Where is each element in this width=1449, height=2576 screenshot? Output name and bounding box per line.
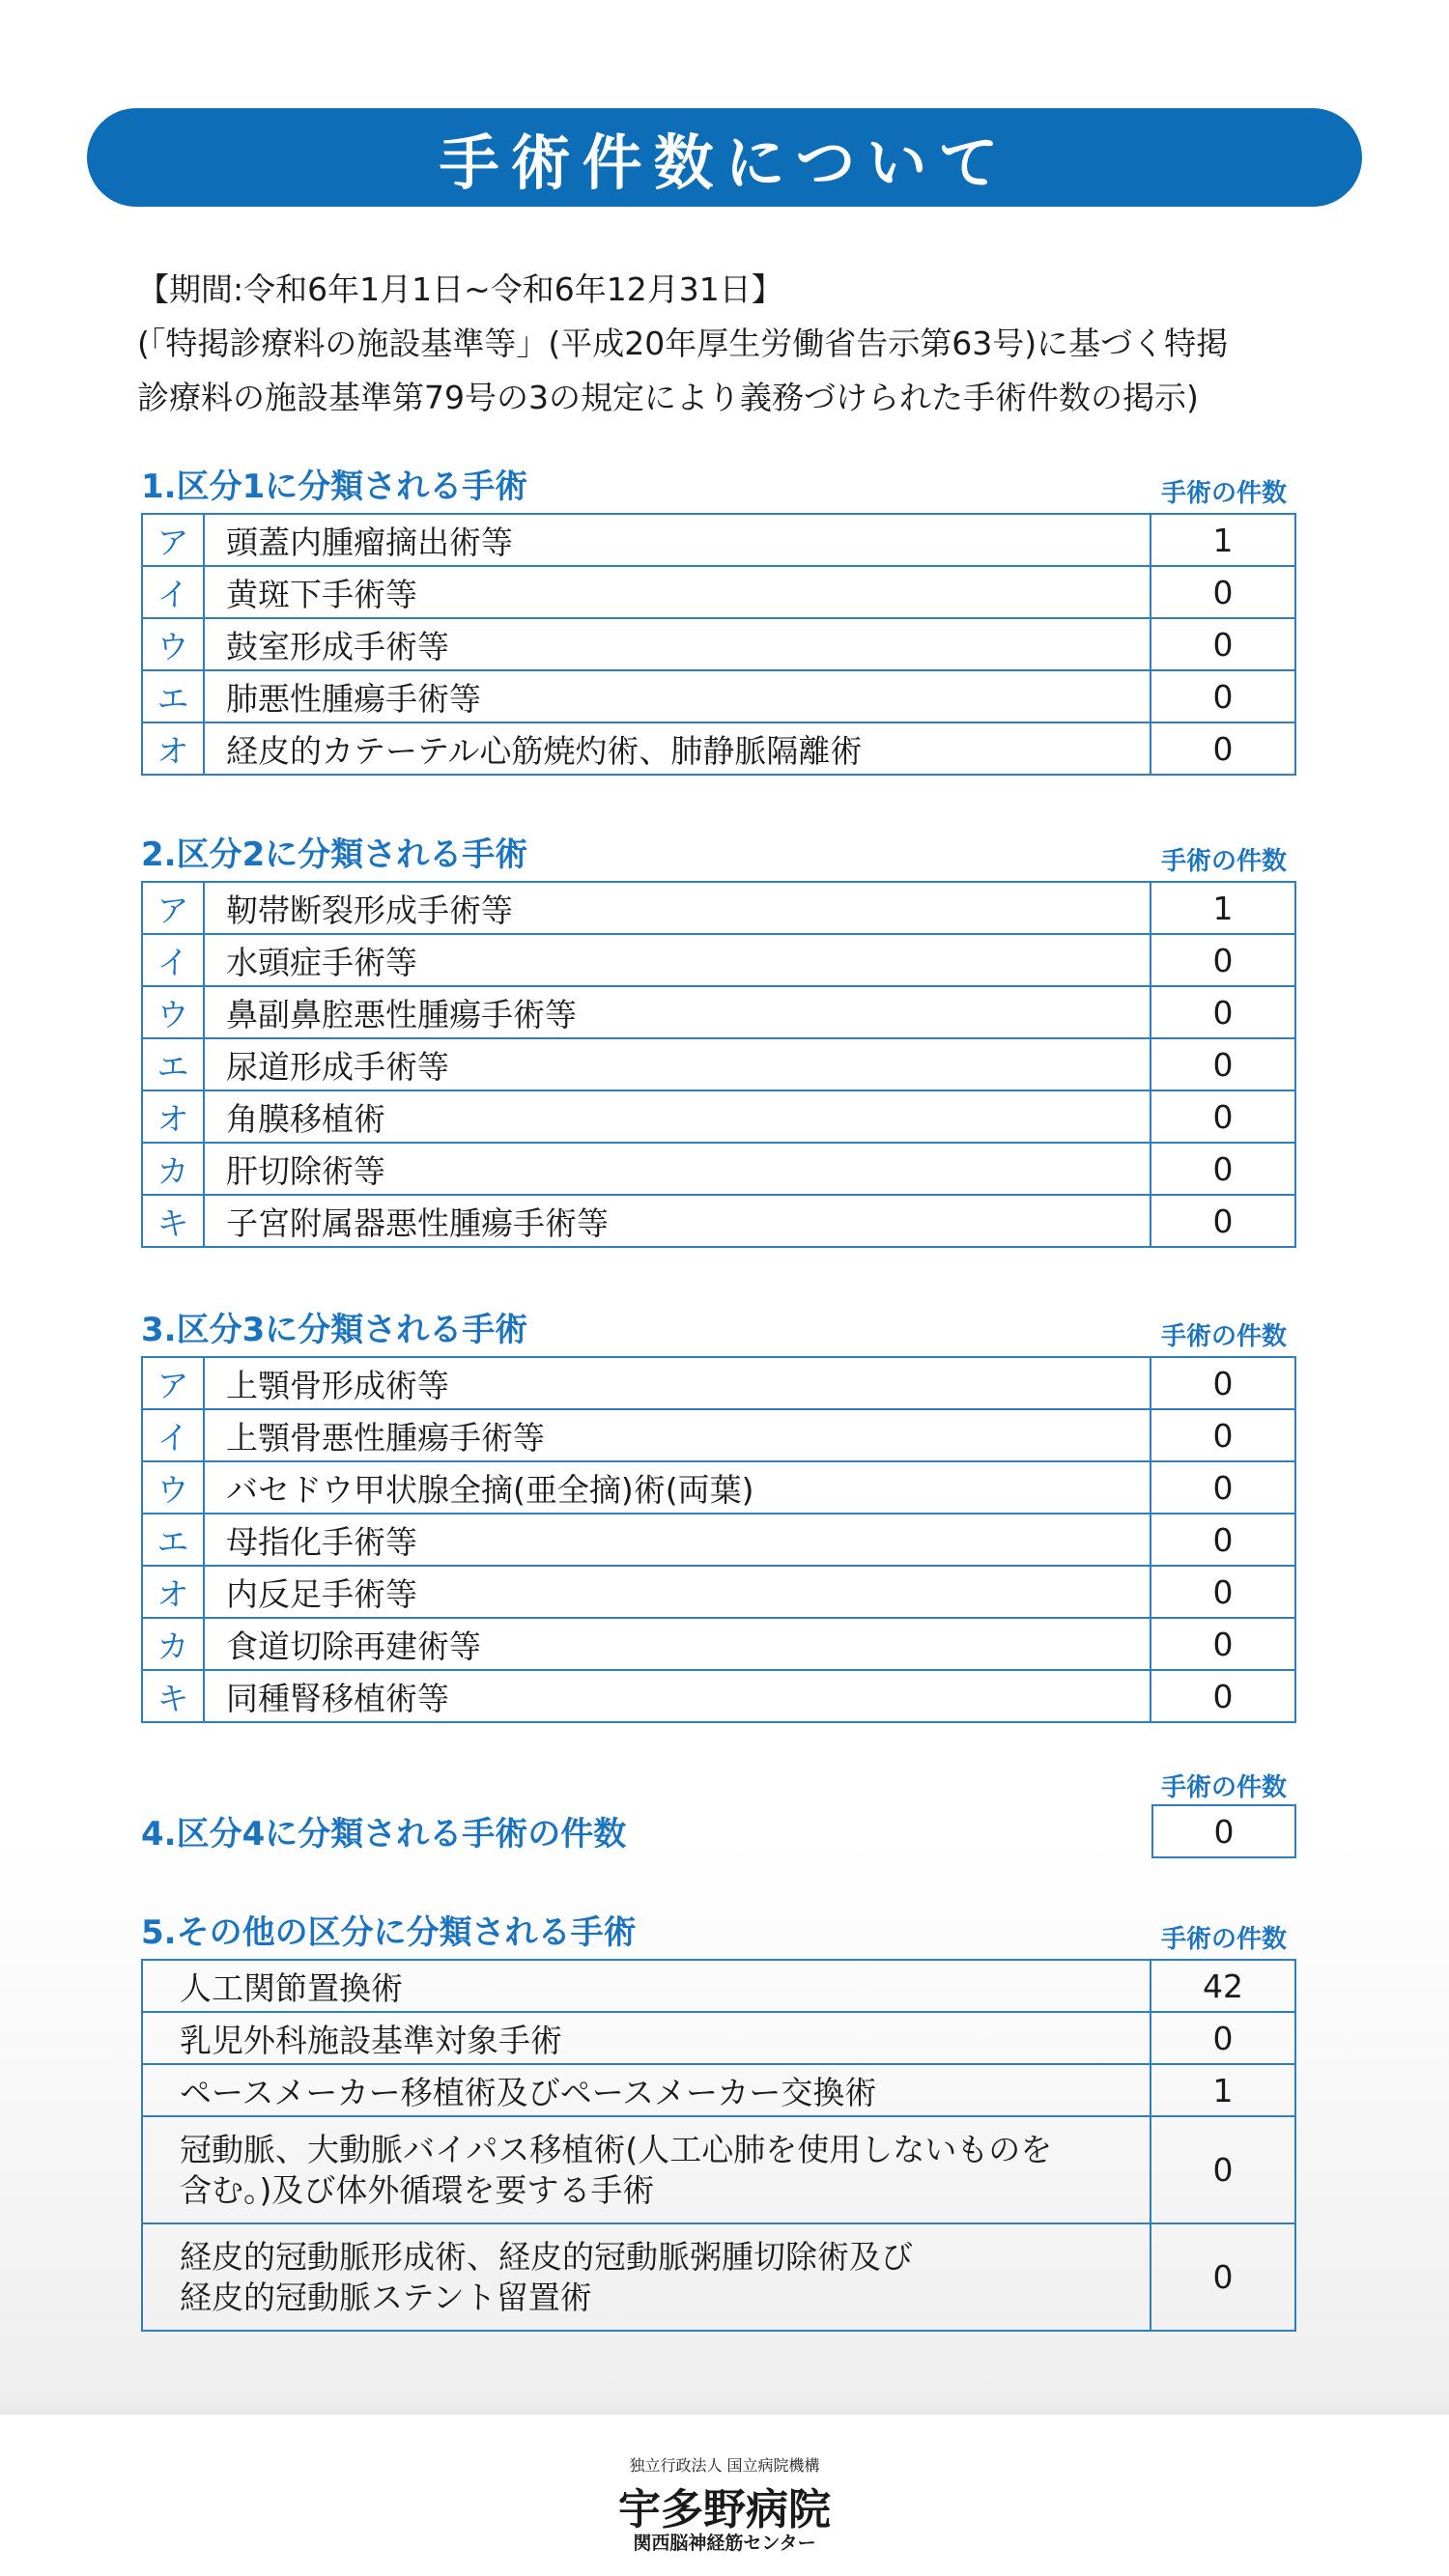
table-row bbox=[142, 1960, 1295, 2012]
row-kana: オ bbox=[142, 1090, 204, 1143]
section-2-title: 2.区分2に分類される手術 bbox=[141, 835, 528, 874]
row-kana: ア bbox=[142, 1357, 204, 1409]
row-kana: オ bbox=[142, 722, 204, 775]
section-2 bbox=[141, 829, 1296, 1248]
section-3-title: 3.区分3に分類される手術 bbox=[141, 1311, 528, 1349]
row-kana: エ bbox=[142, 1514, 204, 1566]
row-kana: エ bbox=[142, 1038, 204, 1090]
table-row bbox=[142, 670, 1295, 722]
section-2-table bbox=[141, 881, 1296, 1248]
section-5 bbox=[141, 1907, 1296, 2332]
row-kana: イ bbox=[142, 934, 204, 986]
row-name-line: 経皮的冠動脈形成術、経皮的冠動脈粥腫切除術及び bbox=[180, 2237, 913, 2276]
row-count: 0 bbox=[1151, 670, 1295, 722]
table-row bbox=[142, 1038, 1295, 1090]
row-name: 肺悪性腫瘍手術等 bbox=[204, 670, 1151, 722]
row-name: 子宮附属器悪性腫瘍手術等 bbox=[204, 1195, 1151, 1247]
row-name-line: 経皮的冠動脈ステント留置術 bbox=[180, 2278, 592, 2316]
table-row bbox=[142, 986, 1295, 1038]
row-name: 母指化手術等 bbox=[204, 1514, 1151, 1566]
row-kana: カ bbox=[142, 1618, 204, 1670]
row-name: 人工関節置換術 bbox=[142, 1960, 1151, 2012]
row-name: 肝切除術等 bbox=[204, 1143, 1151, 1195]
section-3 bbox=[141, 1304, 1296, 1723]
footer-org: 独立行政法人 国立病院機構 bbox=[629, 2456, 820, 2475]
section-1-title: 1.区分1に分類される手術 bbox=[141, 467, 528, 506]
table-row bbox=[142, 1618, 1295, 1670]
table-row bbox=[142, 2223, 1295, 2331]
row-kana: キ bbox=[142, 1670, 204, 1722]
row-kana: ウ bbox=[142, 1461, 204, 1514]
row-count: 42 bbox=[1151, 1960, 1295, 2012]
section-4-title: 4.区分4に分類される手術の件数 bbox=[141, 1815, 627, 1854]
table-row bbox=[142, 1514, 1295, 1566]
row-name: 角膜移植術 bbox=[204, 1090, 1151, 1143]
row-name: 尿道形成手術等 bbox=[204, 1038, 1151, 1090]
row-count: 0 bbox=[1151, 1409, 1295, 1461]
row-count: 0 bbox=[1151, 566, 1295, 618]
intro-line-2: (「特掲診療料の施設基準等」(平成20年厚生労働省告示第63号)に基づく特掲 bbox=[137, 325, 1229, 362]
row-name: 鼓室形成手術等 bbox=[204, 618, 1151, 670]
row-kana: オ bbox=[142, 1566, 204, 1618]
section-1-table bbox=[141, 513, 1296, 776]
row-name bbox=[142, 2116, 1151, 2223]
row-name: 上顎骨悪性腫瘍手術等 bbox=[204, 1409, 1151, 1461]
table-row bbox=[142, 2012, 1295, 2064]
row-kana: イ bbox=[142, 566, 204, 618]
table-row bbox=[142, 1195, 1295, 1247]
table-row bbox=[142, 2064, 1295, 2116]
table-row bbox=[142, 1670, 1295, 1722]
table-row bbox=[142, 566, 1295, 618]
row-name-line: 含む。)及び体外循環を要する手術 bbox=[180, 2170, 655, 2209]
row-count: 0 bbox=[1151, 2223, 1295, 2331]
row-name-line: 冠動脈、大動脈バイパス移植術(人工心肺を使用しないものを bbox=[180, 2130, 1053, 2168]
table-row bbox=[142, 934, 1295, 986]
intro-line-3: 診療料の施設基準第79号の3の規定により義務づけられた手術件数の掲示) bbox=[137, 379, 1199, 416]
row-name: 内反足手術等 bbox=[204, 1566, 1151, 1618]
footer bbox=[0, 2415, 1449, 2576]
row-count: 1 bbox=[1151, 882, 1295, 934]
table-row bbox=[142, 1143, 1295, 1195]
page-title: 手術件数について bbox=[87, 108, 1362, 207]
row-name bbox=[142, 2223, 1151, 2331]
table-row bbox=[142, 1409, 1295, 1461]
row-count: 0 bbox=[1151, 2116, 1295, 2223]
row-name: 食道切除再建術等 bbox=[204, 1618, 1151, 1670]
row-count: 0 bbox=[1151, 934, 1295, 986]
row-name: 靭帯断裂形成手術等 bbox=[204, 882, 1151, 934]
row-kana: キ bbox=[142, 1195, 204, 1247]
table-row bbox=[142, 1357, 1295, 1409]
intro bbox=[137, 263, 1335, 425]
row-kana: イ bbox=[142, 1409, 204, 1461]
row-name: 乳児外科施設基準対象手術 bbox=[142, 2012, 1151, 2064]
count-label: 手術の件数 bbox=[1160, 847, 1287, 876]
row-name: 黄斑下手術等 bbox=[204, 566, 1151, 618]
row-name: 上顎骨形成術等 bbox=[204, 1357, 1151, 1409]
row-name: 水頭症手術等 bbox=[204, 934, 1151, 986]
row-count: 1 bbox=[1151, 514, 1295, 566]
row-kana: ウ bbox=[142, 986, 204, 1038]
row-count: 0 bbox=[1151, 1670, 1295, 1722]
row-name: バセドウ甲状腺全摘(亜全摘)術(両葉) bbox=[204, 1461, 1151, 1514]
row-count: 0 bbox=[1151, 1514, 1295, 1566]
row-count: 1 bbox=[1151, 2064, 1295, 2116]
table-row bbox=[142, 722, 1295, 775]
row-kana: ウ bbox=[142, 618, 204, 670]
row-kana: ア bbox=[142, 882, 204, 934]
section-4-count: 0 bbox=[1151, 1804, 1296, 1858]
table-row bbox=[142, 1090, 1295, 1143]
row-count: 0 bbox=[1151, 2012, 1295, 2064]
row-kana: ア bbox=[142, 514, 204, 566]
table-row bbox=[142, 1566, 1295, 1618]
table-row bbox=[142, 882, 1295, 934]
row-name: 同種腎移植術等 bbox=[204, 1670, 1151, 1722]
row-kana: カ bbox=[142, 1143, 204, 1195]
row-name: ペースメーカー移植術及びペースメーカー交換術 bbox=[142, 2064, 1151, 2116]
intro-period: 【期間:令和6年1月1日~令和6年12月31日】 bbox=[137, 270, 783, 308]
row-count: 0 bbox=[1151, 1566, 1295, 1618]
count-label: 手術の件数 bbox=[1160, 1773, 1287, 1802]
row-kana: エ bbox=[142, 670, 204, 722]
row-count: 0 bbox=[1151, 618, 1295, 670]
table-row bbox=[142, 514, 1295, 566]
table-row bbox=[142, 618, 1295, 670]
section-3-table bbox=[141, 1356, 1296, 1723]
row-count: 0 bbox=[1151, 1618, 1295, 1670]
row-count: 0 bbox=[1151, 1090, 1295, 1143]
table-row bbox=[142, 1461, 1295, 1514]
table-row bbox=[142, 2116, 1295, 2223]
row-count: 0 bbox=[1151, 1461, 1295, 1514]
row-count: 0 bbox=[1151, 1195, 1295, 1247]
count-label: 手術の件数 bbox=[1160, 1322, 1287, 1351]
section-5-table bbox=[141, 1959, 1296, 2332]
count-label: 手術の件数 bbox=[1160, 479, 1287, 508]
row-name: 鼻副鼻腔悪性腫瘍手術等 bbox=[204, 986, 1151, 1038]
section-5-title: 5.その他の区分に分類される手術 bbox=[141, 1913, 637, 1952]
row-count: 0 bbox=[1151, 986, 1295, 1038]
section-1 bbox=[141, 461, 1296, 776]
footer-hospital-name: 宇多野病院 bbox=[618, 2485, 831, 2534]
row-count: 0 bbox=[1151, 1357, 1295, 1409]
footer-subtitle: 関西脳神経筋センター bbox=[633, 2533, 816, 2554]
row-count: 0 bbox=[1151, 1143, 1295, 1195]
row-name: 頭蓋内腫瘤摘出術等 bbox=[204, 514, 1151, 566]
row-name: 経皮的カテーテル心筋焼灼術、肺静脈隔離術 bbox=[204, 722, 1151, 775]
count-label: 手術の件数 bbox=[1160, 1925, 1287, 1954]
row-count: 0 bbox=[1151, 722, 1295, 775]
row-count: 0 bbox=[1151, 1038, 1295, 1090]
section-4 bbox=[141, 1768, 1296, 1864]
